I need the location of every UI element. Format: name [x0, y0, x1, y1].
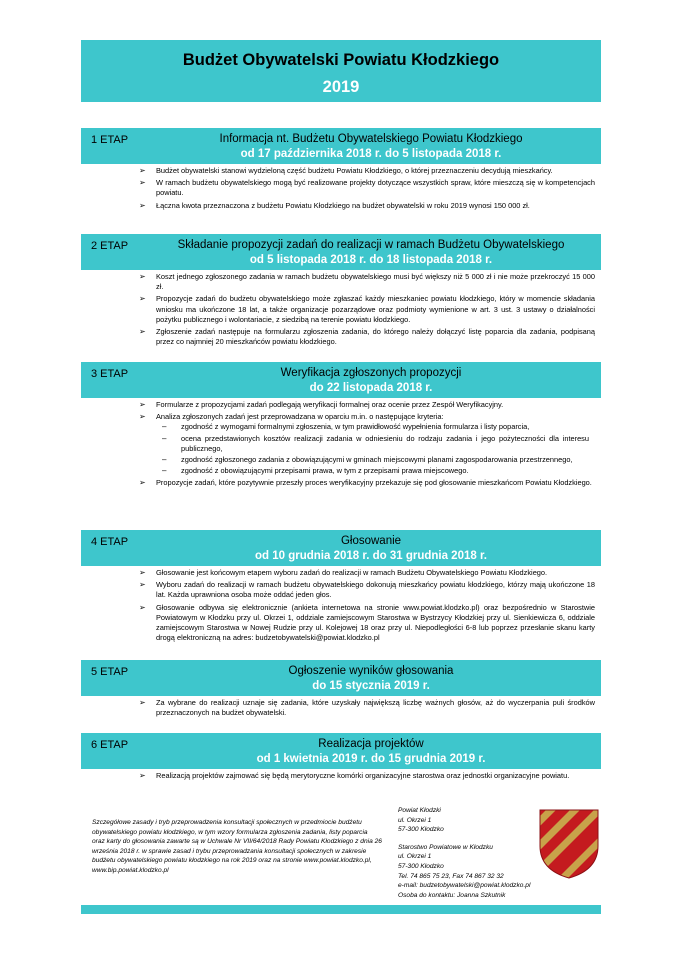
stage-dates: do 22 listopada 2018 r. [309, 382, 433, 394]
arrow-bullet-icon: ➢ [139, 327, 146, 337]
address-line: ul. Okrzei 1 [398, 853, 432, 861]
stage-2 [81, 234, 601, 349]
stage-label: 1 ETAP [91, 134, 129, 146]
stage-dates: od 5 listopada 2018 r. do 18 listopada 2018 r. [249, 254, 493, 266]
list-item: ➢ Realizacją projektów zajmować się będą merytoryczne komórki organizacyjne starostwa oraz jednostki organizacyjne powiatu. [139, 771, 570, 780]
stage-title: Składanie propozycji zadań do realizacji w ramach Budżetu Obywatelskiego [177, 239, 565, 251]
sub-list-item: – zgodność z obowiązującymi przepisami prawa, w tym z przepisami prawa miejscowego. [162, 466, 469, 476]
arrow-bullet-icon: ➢ [139, 602, 146, 612]
stage-label: 2 ETAP [91, 240, 129, 252]
footer-note: Szczegółowe zasady i tryb przeprowadzenia konsultacji społecznych w przedmiocie budżetu obywatelskiego powiatu kłodzkiego, w tym wzory formularza zgłoszenia zadania, listy poparcia oraz karty do głosowania zawarte są w Uchwale Nr VII/64/2018 Rady Powiatu Kłodzkiego z dnia 26 września 2018 r. w sprawie zasad i trybu przeprowadzania konsultacji społecznych w zakresie budżetu obywatelskiego powiatu kłodzkiego na rok 2019 oraz na stronie www.powiat.klodzko.pl, www.bip.powiat.klodzko.pl [92, 819, 382, 874]
list-item: ➢ Budżet obywatelski stanowi wydzieloną część budżetu Powiatu Kłodzkiego, o której przeznaczeniu decydują mieszkańcy. [139, 166, 553, 175]
arrow-bullet-icon: ➢ [139, 272, 146, 281]
stage-label: 6 ETAP [91, 739, 129, 751]
page-year: 2019 [322, 78, 360, 96]
stage-bar [81, 733, 601, 769]
dash-bullet-icon: – [162, 455, 167, 465]
arrow-bullet-icon: ➢ [139, 698, 146, 707]
stage-title: Realizacja projektów [318, 738, 424, 750]
list-item: ➢ Wyboru zadań do realizacji w ramach budżetu obywatelskiego dokonują mieszkańcy powiatu kłodzkiego, którzy mają ukończone 18 lat. Każda uprawniona osoba może oddać jeden głos. [139, 580, 595, 600]
arrow-bullet-icon: ➢ [139, 200, 146, 210]
list-item: ➢ Głosowanie jest końcowym etapem wyboru zadań do realizacji w ramach Budżetu Obywatelskiego Powiatu Kłodzkiego. [139, 568, 548, 577]
arrow-bullet-icon: ➢ [139, 580, 146, 590]
email-line: e-mail: budzetobywatelski@powiat.klodzko.pl [398, 882, 531, 890]
list-item: ➢ Analiza zgłoszonych zadań jest przeprowadzana w oparciu m.in. o następujące kryteria: – zgodność z wymogami formalnymi zgłoszenia, w tym prawidłowość wypełnienia formularza i listy poparcia, – ocena przedstawionych kosztów realizacji zadania w odniesieniu do rodzaju zadania i jego pożyteczności dla interesu publicznego, – zgodność zgłoszonego zadania z obowiązującymi w gminach miejscowymi planami zagospodarowania przestrzennego, – zgodność z obowiązującymi przepisami prawa, w tym z przepisami prawa miejscowego. [81, 412, 601, 476]
stage-title: Ogłoszenie wyników głosowania [288, 665, 454, 677]
arrow-bullet-icon: ➢ [139, 478, 146, 488]
list-item: ➢ Propozycje zadań, które pozytywnie przeszły proces weryfikacyjny przekazuje się pod głosowanie mieszkańcom Powiatu Kłodzkiego. [139, 478, 592, 488]
address-line: Powiat Kłodzki [398, 807, 441, 814]
sub-list-item: – zgodność zgłoszonego zadania z obowiązującymi w gminach miejscowymi planami zagospodarowania przestrzennego, [162, 455, 573, 465]
stage-4 [81, 530, 601, 645]
arrow-bullet-icon: ➢ [139, 568, 146, 577]
sub-list-item: – zgodność z wymogami formalnymi zgłoszenia, w tym prawidłowość wypełnienia formularza i listy poparcia, [162, 422, 530, 432]
coat-of-arms-icon [538, 808, 600, 880]
stage-dates: od 17 października 2018 r. do 5 listopada 2018 r. [240, 148, 502, 160]
stage-dates: od 10 grudnia 2018 r. do 31 grudnia 2018 r. [254, 550, 487, 562]
list-item: ➢ Propozycje zadań do budżetu obywatelskiego może zgłaszać każdy mieszkaniec powiatu kłodzkiego, który w momencie składania wniosku ma ukończone 18 lat, a także organizacje pozarządowe oraz podmioty wymienione w art. 3 ust. 3 ustawy o działalności pożytku publicznego i wolontariacie, z siedzibą na terenie powiatu kłodzkiego. [139, 294, 595, 324]
list-item: ➢ Łączna kwota przeznaczona z budżetu Powiatu Kłodzkiego na budżet obywatelski w roku 2019 wynosi 150 000 zł. [139, 200, 530, 210]
stage-label: 4 ETAP [91, 536, 129, 548]
dash-bullet-icon: – [162, 422, 167, 432]
bottom-bar [81, 905, 601, 914]
stage-title: Weryfikacja zgłoszonych propozycji [280, 367, 462, 379]
footer-contact [398, 806, 558, 900]
arrow-bullet-icon: ➢ [139, 178, 146, 188]
stage-3 [81, 362, 601, 491]
stage-dates: do 15 stycznia 2019 r. [312, 680, 430, 692]
address-line: Starostwo Powiatowe w Kłodzku [398, 843, 493, 851]
list-item: ➢ Głosowanie odbywa się elektronicznie (ankieta internetowa na stronie www.powiat.klodzko.pl) oraz bezpośrednio w Starostwie Powiatowym w Kłodzku przy ul. Okrzei 1, oddziale zamiejscowym Starostwa w Bystrzycy Kłodzkiej przy ul. Sienkiewicza 6, oddziale zamiejscowym Starostwa w Nowej Rudzie przy ul. Kolejowej 18 oraz przy ul. Niepodległości 6-8 lub poprzez przesłanie skanu karty drogą elektroniczną na adres: budzetobywatelski@powiat.klodzko.pl [139, 602, 595, 643]
arrow-bullet-icon: ➢ [139, 400, 146, 409]
stage-6 [81, 733, 601, 783]
arrow-bullet-icon: ➢ [139, 166, 146, 175]
stage-label: 3 ETAP [91, 368, 129, 380]
contact-person: Osoba do kontaktu: Joanna Szkutnik [398, 891, 506, 899]
stage-5 [81, 660, 601, 720]
list-item: ➢ Zgłoszenie zadań następuje na formularzu zgłoszenia zadania, do którego należy dołączyć listę poparcia dla zadania, podpisaną przez co najmniej 20 mieszkańców powiatu kłodzkiego. [139, 327, 595, 347]
arrow-bullet-icon: ➢ [139, 412, 146, 422]
page-title: Budżet Obywatelski Powiatu Kłodzkiego [182, 51, 500, 69]
stage-1 [81, 128, 601, 213]
dash-bullet-icon: – [162, 433, 167, 443]
address-line: 57-300 Kłodzko [398, 862, 444, 870]
stage-bar [81, 128, 601, 164]
stage-title: Głosowanie [340, 535, 402, 547]
dash-bullet-icon: – [162, 466, 167, 476]
list-item: ➢ Formularze z propozycjami zadań podlegają weryfikacji formalnej oraz ocenie przez Zespół Weryfikacyjny. [139, 400, 504, 409]
stage-bar [81, 234, 601, 270]
list-item: ➢ Koszt jednego zgłoszonego zadania w ramach budżetu obywatelskiego musi być większy niż 5 000 zł i nie może przekroczyć 15 000 zł. [139, 272, 595, 292]
stage-dates: od 1 kwietnia 2019 r. do 15 grudnia 2019 r. [256, 753, 486, 765]
list-item: ➢ W ramach budżetu obywatelskiego mogą być realizowane projekty dotyczące wszystkich spraw, które mieszczą się w kompetencjach powiatu. [139, 178, 595, 198]
stage-bar [81, 362, 601, 398]
stage-bar [81, 660, 601, 696]
arrow-bullet-icon: ➢ [139, 771, 146, 780]
arrow-bullet-icon: ➢ [139, 294, 146, 304]
list-item: ➢ Za wybrane do realizacji uznaje się zadania, które uzyskały największą liczbę ważnych głosów, aż do wyczerpania puli środków przeznaczonych na budżet obywatelski. [139, 698, 595, 718]
stage-bar [81, 530, 601, 566]
phone-line: Tel. 74 865 75 23, Fax 74 867 32 32 [398, 872, 504, 880]
stage-title: Informacja nt. Budżetu Obywatelskiego Powiatu Kłodzkiego [219, 133, 523, 145]
address-line: 57-300 Kłodzko [398, 826, 444, 834]
address-line: ul. Okrzei 1 [398, 816, 432, 824]
page-header [81, 40, 601, 102]
stage-label: 5 ETAP [91, 666, 129, 678]
sub-list-item: – ocena przedstawionych kosztów realizacji zadania w odniesieniu do rodzaju zadania i jego pożyteczności dla interesu publicznego, [162, 433, 589, 453]
